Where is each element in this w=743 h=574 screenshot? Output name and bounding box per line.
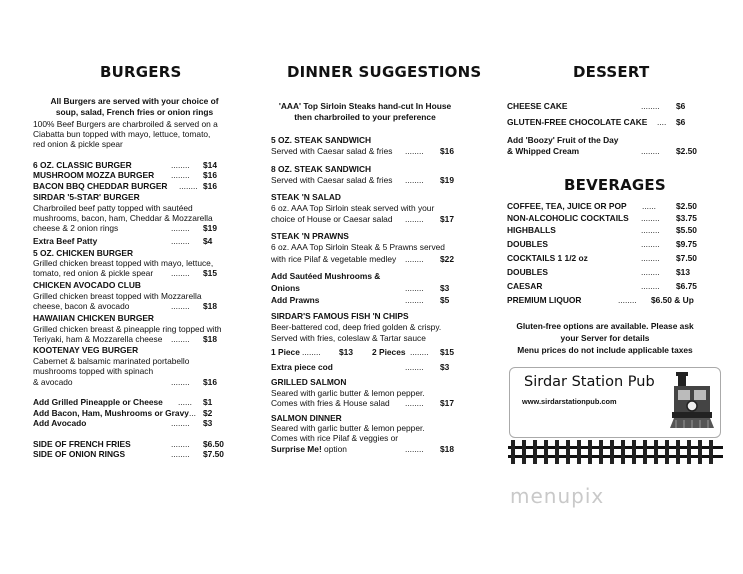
menu-item-name: 5 OZ. STEAK SANDWICH [271,135,372,145]
menu-item-desc: Beer-battered cod, deep fried golden & crispy. [271,322,442,332]
menu-item-price: $18 [440,444,454,454]
dinner-heading: DINNER SUGGESTIONS [287,63,482,81]
menu-item-price: $18 [203,334,217,344]
menu-item-desc: Served with fries, coleslaw & Tartar sauce [271,333,426,343]
beverage-price: $6.50 & Up [651,295,694,305]
leader-dots: ........ [641,267,660,277]
leader-dots: ........ [641,225,660,235]
side-name: SIDE OF FRENCH FRIES [33,439,131,449]
leader-dots: ........ [171,160,190,170]
menu-item-desc: Served with Caesar salad & fries [271,146,393,156]
menu-item-name: 8 OZ. STEAK SANDWICH [271,164,372,174]
leader-dots: ........ [171,170,190,180]
beverage-price: $5.50 [676,225,697,235]
burgers-heading: BURGERS [100,63,182,81]
menu-item-name: Add 'Boozy' Fruit of the Day [507,135,619,145]
taxes-note: Menu prices do not include applicable taxes [517,345,693,355]
menu-item-name: GLUTEN-FREE CHOCOLATE CAKE [507,117,648,127]
menu-item-name: 6 OZ. CLASSIC BURGER [33,160,132,170]
leader-dots: ........ [405,283,424,293]
burgers-intro-line1: All Burgers are served with your choice of [50,96,219,106]
leader-dots: ........ [171,223,190,233]
leader-dots: ........ [405,146,424,156]
burgers-desc-line3: red onion & pickle spear [33,139,123,149]
leader-dots: ........ [171,301,190,311]
menu-item-price: $6 [676,101,686,111]
addon-name: Add Grilled Pineapple or Cheese [33,397,163,407]
gluten-free-note-line1: Gluten-free options are available. Please ask [516,321,694,331]
menu-item-price: $3 [440,362,450,372]
beverage-price: $3.75 [676,213,697,223]
menu-item-desc: Comes with rice Pilaf & veggies or [271,433,399,443]
leader-dots: ........ [405,362,424,372]
leader-dots: ........ [641,239,660,249]
leader-dots: ........ [410,347,429,357]
menu-item-name: 2 Pieces [372,347,406,357]
menu-item-desc: with rice Pilaf & vegetable medley [271,254,397,264]
menu-item-desc: Comes with fries & House salad [271,398,390,408]
leader-dots: ........ [171,418,190,428]
menu-item-desc: Seared with garlic butter & lemon pepper. [271,423,425,433]
menu-item-price: $4 [203,236,213,246]
menu-item-price: $13 [339,347,353,357]
pub-website[interactable]: www.sirdarstationpub.com [522,397,617,406]
surprise-me-text: Surprise Me! [271,444,322,454]
leader-dots: ........ [405,295,424,305]
menu-item-price: $15 [203,268,217,278]
dessert-heading: DESSERT [573,63,650,81]
addon-price: $3 [203,418,213,428]
beverage-price: $7.50 [676,253,697,263]
menu-item-name: GRILLED SALMON [271,377,347,387]
burgers-desc-line1: 100% Beef Burgers are charbroiled & served on a [33,119,218,129]
menu-item-price: $16 [203,170,217,180]
addon-name: Add Avocado [33,418,87,428]
leader-dots: ........ [641,253,660,263]
menu-item-name: BACON BBQ CHEDDAR BURGER [33,181,168,191]
gluten-free-note-line2: your Server for details [560,333,650,343]
menu-item-name: 5 OZ. CHICKEN BURGER [33,248,134,258]
beverage-name: COFFEE, TEA, JUICE OR POP [507,201,627,211]
menu-item-desc: choice of House or Caesar salad [271,214,393,224]
menu-item-price: $16 [440,146,454,156]
menu-item-name: & Whipped Cream [507,146,580,156]
leader-dots: ........ [405,398,424,408]
menu-item-desc: cheese, bacon & avocado [33,301,130,311]
leader-dots: ........ [302,347,321,357]
leader-dots: ........ [641,101,660,111]
leader-dots: ........ [171,449,190,459]
menu-item-desc: 6 oz. AAA Top Sirloin Steak & 5 Prawns served [271,242,445,252]
menu-item-desc: Cabernet & balsamic marinated portabello [33,356,190,366]
side-price: $6.50 [203,439,224,449]
menupix-watermark: menupix [510,484,605,508]
addon-price: $3 [440,283,450,293]
menu-item-price: $6 [676,117,686,127]
menu-item-price: $19 [440,175,454,185]
addon-name: Add Bacon, Ham, Mushrooms or Gravy [33,408,189,418]
pub-name: Sirdar Station Pub [524,374,655,390]
menu-item-name: Extra Beef Patty [33,236,98,246]
menu-item-price: $15 [440,347,454,357]
menu-item-name: CHICKEN AVOCADO CLUB [33,280,141,290]
leader-dots: ........ [171,439,190,449]
menu-item-price: $14 [203,160,217,170]
leader-dots: ... [189,408,196,418]
menu-item-desc: cheese & 2 onion rings [33,223,119,233]
beverage-price: $13 [676,267,690,277]
menu-item-desc: & avocado [33,377,73,387]
menu-item-name: SALMON DINNER [271,413,342,423]
menu-item-desc: Seared with garlic butter & lemon pepper. [271,388,425,398]
menu-item-price: $17 [440,214,454,224]
menu-item-name: SIRDAR '5-STAR' BURGER [33,192,140,202]
menu-item-name: STEAK 'N PRAWNS [271,231,349,241]
menu-item-name: SIRDAR'S FAMOUS FISH 'N CHIPS [271,311,409,321]
menu-item-desc: Teriyaki, ham & Mozzarella cheese [33,334,163,344]
beverage-name: DOUBLES [507,239,548,249]
leader-dots: ........ [618,295,637,305]
menu-item-price: $19 [203,223,217,233]
leader-dots: ........ [405,175,424,185]
menu-item-desc: Grilled chicken breast topped with Mozzarella [33,291,202,301]
addon-name: Onions [271,283,300,293]
leader-dots: ........ [405,214,424,224]
menu-item-desc: Served with Caesar salad & fries [271,175,393,185]
leader-dots: ........ [641,213,660,223]
beverage-price: $9.75 [676,239,697,249]
menu-item-name: 1 Piece [271,347,300,357]
dinner-intro-line2: then charbroiled to your preference [294,112,436,122]
menu-item-price: $18 [203,301,217,311]
menu-item-price: $2.50 [676,146,697,156]
menu-item-name: CHEESE CAKE [507,101,568,111]
leader-dots: ........ [179,181,198,191]
beverage-name: HIGHBALLS [507,225,556,235]
addon-price: $1 [203,397,213,407]
leader-dots: .... [657,117,667,127]
leader-dots: ........ [171,334,190,344]
menu-item-desc: Grilled chicken breast & pineapple ring topped with [33,324,222,334]
menu-item-name: MUSHROOM MOZZA BURGER [33,170,155,180]
beverage-name: CAESAR [507,281,543,291]
addon-name: Add Sautéed Mushrooms & [271,271,381,281]
menu-item-price: $16 [203,181,217,191]
rail-track-icon [508,437,723,467]
beverage-name: COCKTAILS 1 1/2 oz [507,253,588,263]
burgers-desc-line2: Ciabatta bun topped with mayo, lettuce, tomato, [33,129,211,139]
beverage-price: $2.50 [676,201,697,211]
addon-name: Add Prawns [271,295,320,305]
addon-price: $2 [203,408,213,418]
leader-dots: ........ [641,281,660,291]
menu-item-name: HAWAIIAN CHICKEN BURGER [33,313,154,323]
leader-dots: ...... [178,397,192,407]
train-icon [670,370,716,432]
leader-dots: ........ [641,146,660,156]
leader-dots: ...... [642,201,656,211]
side-name: SIDE OF ONION RINGS [33,449,126,459]
menu-item-name: KOOTENAY VEG BURGER [33,345,139,355]
pub-logo [509,367,721,438]
beverages-heading: BEVERAGES [564,176,666,194]
addon-price: $5 [440,295,450,305]
menu-item-price: $22 [440,254,454,264]
beverage-name: PREMIUM LIQUOR [507,295,582,305]
beverage-name: NON-ALCOHOLIC COCKTAILS [507,213,629,223]
menu-item-price: $17 [440,398,454,408]
leader-dots: ........ [405,254,424,264]
menu-item-desc: tomato, red onion & pickle spear [33,268,154,278]
dinner-intro-line1: 'AAA' Top Sirloin Steaks hand-cut In House [278,101,452,111]
menu-item-name: STEAK 'N SALAD [271,192,341,202]
menu-item-desc: mushrooms topped with spinach [33,366,154,376]
menu-item-desc: 6 oz. AAA Top Sirloin steak served with your [271,203,435,213]
leader-dots: ........ [171,377,190,387]
menu-item-desc: mushrooms, bacon, ham, Cheddar & Mozzarella [33,213,213,223]
menu-item-desc: Grilled chicken breast topped with mayo, lettuce, [33,258,214,268]
leader-dots: ........ [405,444,424,454]
menu-item-desc [271,444,347,454]
leader-dots: ........ [171,236,190,246]
beverage-name: DOUBLES [507,267,548,277]
menu-item-price: $16 [203,377,217,387]
leader-dots: ........ [171,268,190,278]
option-text: option [321,444,347,454]
burgers-intro-line2: soup, salad, French fries or onion rings [55,107,214,117]
beverage-price: $6.75 [676,281,697,291]
menu-item-desc: Charbroiled beef patty topped with sautéed [33,203,193,213]
menu-item-name: Extra piece cod [271,362,333,372]
side-price: $7.50 [203,449,224,459]
